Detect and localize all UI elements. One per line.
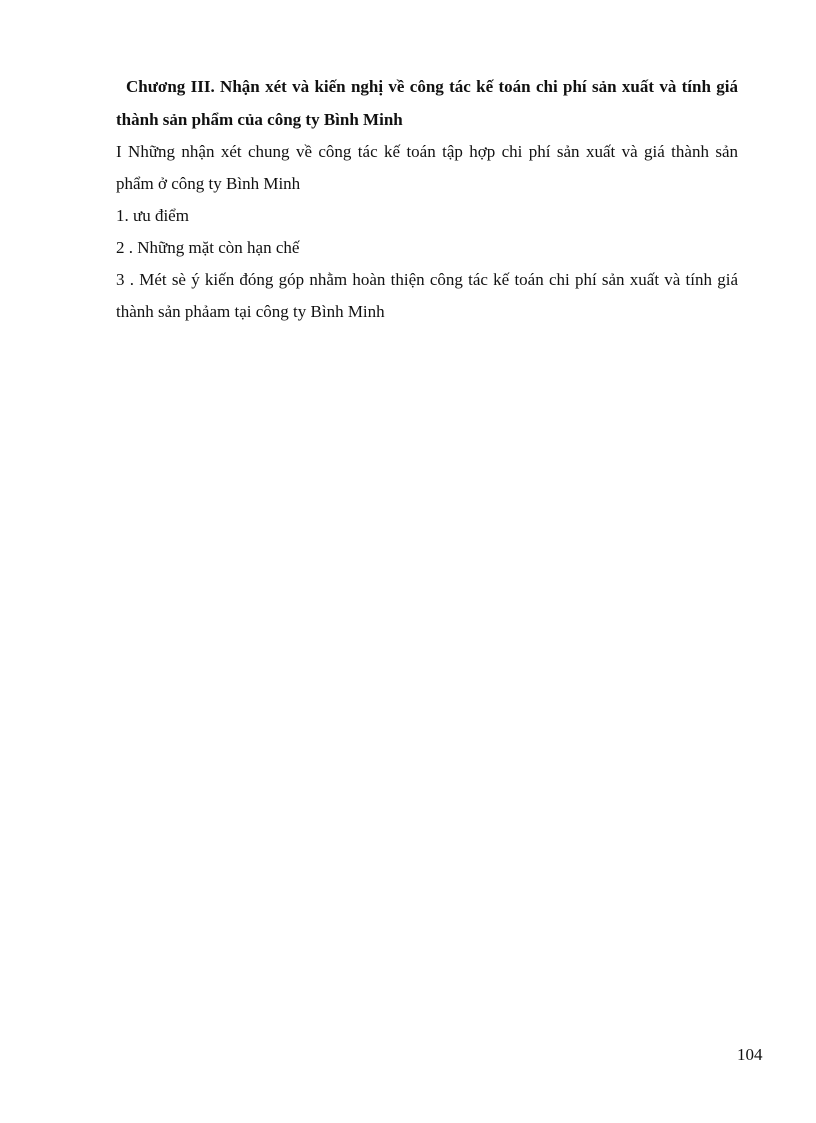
page-content (116, 70, 738, 328)
list-item-strengths: 1. ưu điểm (116, 206, 189, 225)
section-heading: I Những nhận xét chung về công tác kế toán tập hợp chi phí sản xuất và giá thành sản phẩm ở công ty Bình Minh (116, 142, 738, 193)
page-number: 104 (737, 1045, 763, 1064)
list-item-recommendations: 3 . Mét sè ý kiến đóng góp nhằm hoàn thiện công tác kế toán chi phí sản xuất và tính giá thành sản phảam tại công ty Bình Minh (116, 270, 738, 321)
list-item-limitations: 2 . Những mặt còn hạn chế (116, 238, 300, 257)
chapter-title: Chương III. Nhận xét và kiến nghị về công tác kế toán chi phí sản xuất và tính giá thành sản phẩm của công ty Bình Minh (116, 77, 738, 129)
